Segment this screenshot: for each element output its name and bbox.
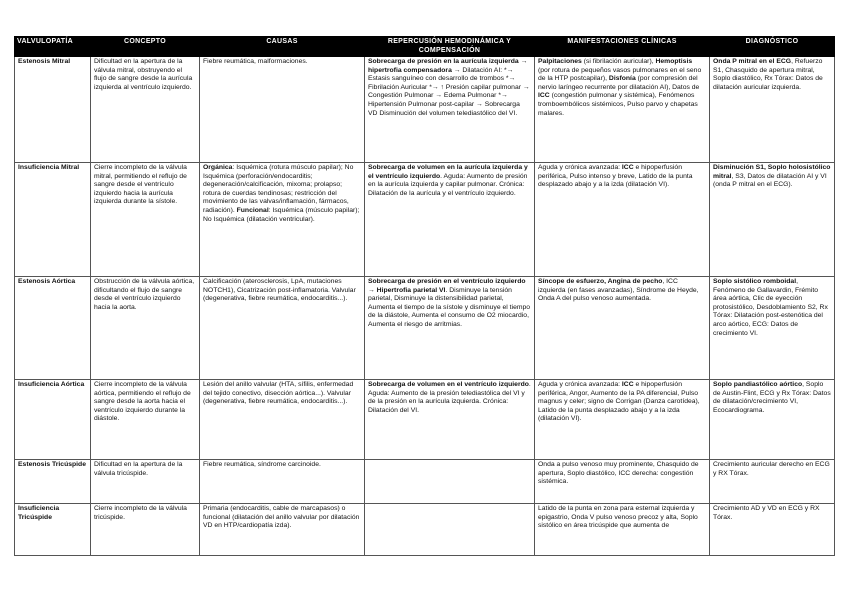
diagnostico-cell-text: Soplo sistólico romboidal — [713, 278, 797, 285]
valvulopatia-cell: Estenosis Aórtica — [15, 277, 91, 380]
diagnostico-cell-text: , Refuerzo S1, Chasquido de apertura mitral, Soplo diastólico, Rx Tórax: Datos de dilatación auricular izquierda. — [713, 58, 823, 91]
manifestaciones-cell-text: (congestión pulmonar y sistémica), Fenómenos tromboembólicos sistémicos, Pulso parvo y chapetas malares. — [538, 92, 698, 117]
manifestaciones-cell-text: Palpitaciones — [538, 58, 582, 65]
concepto-cell: Dificultad en la apertura de la válvula tricúspide. — [91, 460, 200, 504]
table-row — [15, 380, 835, 460]
manifestaciones-cell — [535, 460, 710, 504]
diagnostico-cell-text: , Fenómeno de Gallavardin, Frémito área aórtica, Clic de eyección protosistólico, Desdoblamiento S2, Rx Tórax: Dilatación post-estenótica del arco aórtico, ECG: Datos de crecimiento VI. — [713, 278, 828, 337]
diagnostico-cell-text: Disminución S1, Soplo holosistólico mitral — [713, 164, 831, 180]
valvulopatia-cell: Insuficiencia Mitral — [15, 163, 91, 277]
repercusion-cell-text: . Aguda: Aumento de presión en la aurícula izquierda y capilar pulmonar. Crónica: Dilatación de la aurícula y el ventrículo izquierdo. — [368, 172, 528, 197]
manifestaciones-cell-text: (por rotura de pequeños vasos pulmonares en el seno de la HTP postcapilar), — [538, 66, 702, 83]
manifestaciones-cell — [535, 163, 710, 277]
manifestaciones-cell-text: Síncope de esfuerzo, Angina de pecho — [538, 278, 663, 285]
table-row — [15, 163, 835, 277]
causas-cell-text: Calcificación (aterosclerosis, LpA, mutaciones NOTCH1), Cicatrización post-inflamatoria. Valvular (degenerativa, fiebre reumática, endocarditis...). — [203, 278, 356, 303]
causas-cell-text: : Isquémica (rotura músculo papilar); No Isquémica (perforación/endocarditis; degeneración/calcificación, mixoma; prolapso; rotura de cuerdas tendinosas; restricción del movimiento de las valvas/inflamación, fármacos, radiación). — [203, 164, 354, 214]
causas-cell — [200, 460, 365, 504]
causas-cell-text: Fiebre reumática, síndrome carcinoide. — [203, 461, 321, 468]
diagnostico-cell — [710, 460, 835, 504]
header-manifestaciones: MANIFESTACIONES CLÍNICAS — [535, 37, 710, 57]
repercusion-cell-text: Sobrecarga de volumen en la aurícula izquierda y el ventrículo izquierdo — [368, 164, 528, 180]
causas-cell-text: : Isquémica (músculo papilar); No Isquémica (dilatación ventricular). — [203, 206, 360, 223]
manifestaciones-cell-text: Onda a pulso venoso muy prominente, Chasquido de apertura, Soplo diastólico, ICC derecha: congestión sistémica. — [538, 461, 699, 486]
causas-cell-text: Funcional — [236, 206, 269, 214]
manifestaciones-cell-text: Hemoptisis — [655, 58, 693, 65]
header-valvulopatia: VALVULOPATÍA — [15, 37, 91, 57]
diagnostico-cell-text: Soplo pandiastólico aórtico — [713, 381, 803, 388]
repercusion-cell-text: → Dilatación AI: *→ Estasis sanguíneo con desarrollo de trombos *→ Fibrilación Auricular *→ ↑ Presión capilar pulmonar → Congestión Pulmonar → Edema Pulmonar *→ Hipertensión Pulmonar post-capilar → Sobrecarga VD Disminución del volumen telediastólico del VI. — [368, 66, 530, 117]
table-row — [15, 460, 835, 504]
causas-cell — [200, 380, 365, 460]
concepto-cell: Obstrucción de la válvula aórtica, dificultando el flujo de sangre desde el ventrículo izquierdo hacia la aorta. — [91, 277, 200, 380]
manifestaciones-cell-text: , ICC izquierda (en fases avanzadas), Síndrome de Heyde, Onda A del pulso venoso aumentada. — [538, 278, 699, 303]
valvulopatia-cell: Estenosis Tricúspide — [15, 460, 91, 504]
repercusion-cell — [365, 277, 535, 380]
table-body — [15, 57, 835, 556]
header-diagnostico: DIAGNÓSTICO — [710, 37, 835, 57]
header-concepto: CONCEPTO — [91, 37, 200, 57]
valvulopatia-cell: Insuficiencia Aórtica — [15, 380, 91, 460]
manifestaciones-cell-text: Aguda y crónica avanzada: — [538, 381, 622, 388]
manifestaciones-cell-text: (por compresión del nervio laríngeo recurrente por dilatación AI), Datos de — [538, 75, 700, 91]
manifestaciones-cell-text: Latido de la punta en zona para esternal izquierda y epigastrio, Onda V pulso venoso precoz y alta, Soplo sistólico en área tricúspide que aumenta de — [538, 505, 698, 530]
causas-cell — [200, 504, 365, 556]
concepto-cell: Dificultad en la apertura de la válvula mitral, obstruyendo el flujo de sangre desde la aurícula izquierda al ventrículo izquierdo. — [91, 57, 200, 163]
diagnostico-cell — [710, 163, 835, 277]
diagnostico-cell-text: Onda P mitral en el ECG — [713, 58, 792, 65]
header-repercusion: REPERCUSIÓN HEMODINÁMICA Y COMPENSACIÓN — [365, 37, 535, 57]
repercusion-cell — [365, 57, 535, 163]
repercusion-cell-text: . Disminuye la tensión parietal, Disminuye la distensibilidad parietal, Aumenta el tiempo de la sístole y disminuye el tiempo de la diástole, Aumenta el consumo de O2 miocardio, Aumenta el riesgo de arritmias. — [368, 286, 531, 328]
valvulopathy-table — [14, 36, 835, 556]
diagnostico-cell-text: Crecimiento AD y VD en ECG y RX Tórax. — [713, 505, 820, 521]
causas-cell-text: Fiebre reumática, malformaciones. — [203, 58, 308, 65]
diagnostico-cell-text: , Soplo de Austin-Flint, ECG y Rx Tórax: Datos de dilatación/crecimiento VI, Ecocardiograma. — [713, 381, 831, 414]
repercusion-cell — [365, 163, 535, 277]
valvulopatia-cell: Estenosis Mitral — [15, 57, 91, 163]
manifestaciones-cell — [535, 57, 710, 163]
repercusion-cell-text: . Aguda: Aumento de la presión telediastólica del VI y de la presión en la aurícula izquierda. Crónica: Dilatación del VI. — [368, 381, 531, 414]
repercusion-cell-text: Sobrecarga de presión en el ventrículo izquierdo → Hipertrofia parietal VI — [368, 278, 526, 294]
header-causas: CAUSAS — [200, 37, 365, 57]
manifestaciones-cell-text: ICC — [621, 381, 634, 388]
diagnostico-cell — [710, 380, 835, 460]
diagnostico-cell — [710, 57, 835, 163]
diagnostico-cell-text: Crecimiento auricular derecho en ECG y RX Tórax. — [713, 461, 830, 477]
concepto-cell: Cierre incompleto de la válvula tricúspide. — [91, 504, 200, 556]
manifestaciones-cell-text: (si fibrilación auricular), — [581, 58, 656, 65]
causas-cell-text: Orgánica — [203, 164, 233, 171]
repercusion-cell-text: Sobrecarga de volumen en el ventrículo izquierdo — [368, 381, 529, 388]
concepto-cell: Cierre incompleto de la válvula mitral, permitiendo el reflujo de sangre desde el ventrículo izquierdo hacia la aurícula izquierda durante la sístole. — [91, 163, 200, 277]
table-row — [15, 57, 835, 163]
manifestaciones-cell-text: ICC — [621, 164, 634, 171]
manifestaciones-cell — [535, 277, 710, 380]
manifestaciones-cell-text: Aguda y crónica avanzada: — [538, 164, 622, 171]
causas-cell-text: Lesión del anillo valvular (HTA, sífilis, enfermedad del tejido conectivo, disección aórtica...). Valvular (degenerativa, fiebre reumática, endocarditis...). — [203, 381, 354, 406]
repercusion-cell — [365, 380, 535, 460]
causas-cell — [200, 57, 365, 163]
manifestaciones-cell — [535, 504, 710, 556]
repercusion-cell — [365, 504, 535, 556]
diagnostico-cell — [710, 504, 835, 556]
valvulopatia-cell: Insuficiencia Tricúspide — [15, 504, 91, 556]
causas-cell-text: Primaria (endocarditis, cable de marcapasos) o funcional (dilatación del anillo valvular por dilatación VD en HTP/cardiopatía izda). — [203, 505, 360, 530]
diagnostico-cell — [710, 277, 835, 380]
repercusion-cell-text: Sobrecarga de presión en la aurícula izquierda → hipertrofia compensadora — [368, 58, 528, 74]
concepto-cell: Cierre incompleto de la válvula aórtica, permitiendo el reflujo de sangre desde la aorta hacia el ventrículo izquierdo durante la diástole. — [91, 380, 200, 460]
repercusion-cell — [365, 460, 535, 504]
diagnostico-cell-text: , S3, Datos de dilatación AI y VI (onda P mitral en el ECG). — [713, 172, 827, 189]
causas-cell — [200, 277, 365, 380]
header-row — [15, 37, 835, 57]
manifestaciones-cell — [535, 380, 710, 460]
table-row — [15, 277, 835, 380]
manifestaciones-cell-text: e hipoperfusión periférica, Pulso intenso y breve, Latido de la punta desplazado abajo y a la izda (dilatación VI). — [538, 164, 693, 189]
causas-cell — [200, 163, 365, 277]
table-row — [15, 504, 835, 556]
manifestaciones-cell-text: Disfonía — [608, 75, 636, 83]
manifestaciones-cell-text: ICC — [538, 92, 550, 100]
manifestaciones-cell-text: e hipoperfusión periférica, Angor, Aumento de la PA diferencial, Pulso magnus y celer; signo de Corrigan (Danza carotídea), Latido de la punta desplazado abajo y a la izda (dilatación VI). — [538, 381, 700, 423]
